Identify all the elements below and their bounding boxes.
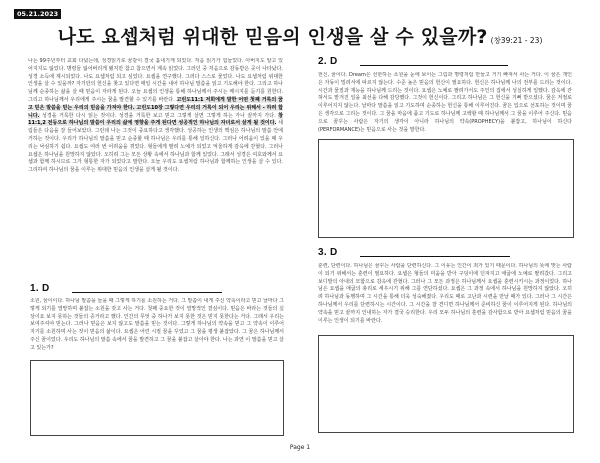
section-1-body: 소원, 꿈이이다. 하나님 말씀을 들을 때 그렇게 하기를 소원하는 거다. 그 말씀이 내게 주신 약속이라고 믿고 날마다 그렇게 되기를 열망하며 붙잡는 소원을 갖고 사는 거다. 첫째 중요한 것이 열망적인 결심이다. 믿음은 바라는 것들의 실상이요 보지 못하는 것들의 증거라고 했다. 인간의 무엇 중 하나가 보지 못한 것은 믿지 못한다는 거다. 그래서 우리는 보여주셔야 믿는다. 그러나 믿음은 보지 않고도 말씀을 믿는 것이다. 그렇게 하나님의 약속을 믿고 그 약속이 이루어지기를 소원하며 사는 것이 믿음의 삶이다. 요셉은 어린 시절 꿈을 꾸었고 그 꿈을 평생 붙잡았다. 그 꿈은 하나님께서 주신 꿈이었다. 우리도 하나님의 말씀 속에서 꿈을 발견하고 그 꿈을 붙잡고 살아야 한다. 나는 과연 이 말씀을 믿고 살고 있는가?: [30, 298, 284, 351]
section-3-body: 훈련, 단련이다. 하나님은 꿈꾸는 사람을 단련하신다. 그 이유는 인간이 죄가 있기 때문이다. 하나님의 뜻에 맞는 사람이 되기 위해서는 훈련이 필요하다. 요셉은 형들의 미움을 받아 구덩이에 던져지고 애굽에 노예로 팔려갔다. 그리고 보디발의 아내의 모함으로 감옥에 갇혔다. 그러나 그 모든 과정은 하나님께서 요셉을 훈련시키시는 과정이었다. 하나님은 요셉을 애굽의 총리로 세우시기 위해 그를 연단하셨다. 요셉은 그 과정 속에서 하나님을 원망하지 않았다. 오히려 하나님과 동행하며 그 시간을 통해 더욱 성숙해졌다. 우리도 때로 고난과 시련을 만날 때가 있다. 그러나 그 시간은 하나님께서 우리를 단련하시는 시간이다. 그 시간을 잘 견디면 하나님께서 준비하신 꿈이 이루어지게 된다. 하나님의 약속을 믿고 끝까지 인내하는 자가 결국 승리한다. 우리 모두 하나님의 훈련을 감사함으로 받아 요셉처럼 믿음의 꿈을 이루는 인생이 되기를 바란다.: [318, 263, 572, 324]
scripture-reference: (창39:21 - 23): [490, 36, 543, 45]
intro-text: 새림들은 다음을 잘 들어보았다. 그런데 나는 그것이 중요하다고 생각했다. 성공하는 인생의 핵심은 하나님의 말씀 안에 거하는 것이다. 우리가 하나님의 말씀을 믿고 순종할 때 하나님은 우리를 통해 일하신다. 그러나 어려움이 있을 때 우리는 낙심하기 쉽다. 요셉도 여러 번 어려움을 겪었다. 형들에게 팔려 노예가 되었고 억울하게 감옥에 갇혔다. 그러나 요셉은 하나님을 원망하지 않았다. 오히려 그는 모든 상황 속에서 하나님과 함께 있었다. 그래서 성경은 여호와께서 요셉과 함께 하시므로 그가 형통한 자가 되었다고 말한다. 오늘 우리도 요셉처럼 하나님과 함께하는 인생을 살 수 있다. 그리하여 하나님의 꿈을 이루는 위대한 믿음의 인생을 살게 될 것이다.: [28, 120, 283, 174]
section-3-notes-box[interactable]: [318, 335, 574, 433]
page-title: [0, 22, 600, 49]
section-1-heading: 1. D: [30, 283, 50, 294]
section-1-text: [30, 298, 284, 356]
title-text: 나도 요셉처럼 위대한 믿음의 인생을 살 수 있을까?: [57, 26, 488, 48]
intro-text: 나는 99주년부터 교회 다녔는데, 성경읽기로 꿈같이 결국 흩내기게 되었다. 처음 읽기가 힘들었다. 아버지도 알고 있어지지도 잃었다. 명령들 잃어버리게 됐지만 참고 참으면서 계속 읽었다. 그러던 중 처음으로 감동받은 곳이 나타났다. 성경 소득에 계시되었다. 나도 요셉처럼 되고 싶었다. 요셉을 연구했다. 그러다 스스로 물었다. 나도 요셉처럼 위대한 인생을 살 수 있을까? 자기만의 헌신을 찾고 있다면 매일 시간을 내어 하나님 말씀을 읽고 기도해야 한다. 그리고 하나님께 순종하는 삶을 살 때 믿음이 자라게 된다. 오늘 요셉의 인생을 통해 하나님께서 주시는 메시지를 듣기를 원한다. 그리고 하나님께서 우리에게 주시는 꿈을 발견할 수 있기를 바란다.: [28, 58, 283, 103]
page-number: Page 1: [289, 444, 311, 451]
section-1-notes-box[interactable]: [30, 360, 284, 436]
section-1-blank-line: [72, 292, 222, 293]
section-3-blank-line: [360, 256, 510, 257]
section-2-heading: 2. D: [318, 56, 338, 67]
intro-highlight: 창11:1,2 전등으로 하나님의 말씀이 우리의 삶에 영향을 주게 된다면 성공적인 하나님의 자녀로서 살게 될 것이다.: [28, 112, 283, 127]
section-2-text: [318, 72, 572, 134]
section-3-text: [318, 263, 572, 333]
intro-text: 성경을 거룩한 다시 읽는 것이다. 성경을 거룩한 보고 믿고 그렇게 살면 그렇게 하는 가나 끝까지 가다.: [39, 112, 279, 119]
intro-paragraph: [28, 58, 283, 271]
section-2-notes-box[interactable]: [318, 139, 574, 238]
section-3-heading: 3. D: [318, 247, 338, 258]
date-badge: 05.21.2023: [14, 9, 61, 19]
section-2-blank-line: [360, 65, 508, 66]
intro-highlight: 고린도11:1 저희에게 말한 어떤 첫째 거룩의 꿈고 믿은 말씀을 믿는 우리의 믿음을 가져야 한다. 고린도10장 그렇다면 우리의 거룩이 되어 우리는 위해서 - 하려 합니다.: [28, 96, 283, 119]
section-2-body: 헌신, 꿈이다. Dream은 선한하는 소원을 눈에 보이는 그림과 명령처럼 만들고 거기 빠져서 사는 거다. 이 꿈은 개인은 자동이 밀려서에 따르지 않는다. 수준 높은 믿음의 헌신이 필요하다. 헌신은 하나님께 나의 전부를 드리는 것이다. 시간과 물질과 재능을 하나님께 드리는 것이다. 요셉은 노예로 팔려가서도 주인의 집에서 성실하게 일했다. 감옥에 갇혀서도 맡겨진 일을 최선을 다해 감당했다. 그것이 헌신이다. 그리고 하나님은 그 헌신을 기뻐 받으셨다. 꿈은 저절로 이루어지지 않는다. 날마다 말씀을 읽고 기도하며 순종하는 헌신을 통해 이루어진다. 꿈은 입으로 선포하는 것이며 꿈은 생각으로 그리는 것이다. 그 꿈을 마음에 품고 기도로 하나님께 고백할 때 하나님께서 그 꿈을 이루어 주신다. 믿음으로 꿈꾸는 사람은 자기의 생각이 아니라 하나님의 약속(PROPHECY)을 붙잡고, 하나님이 하신다(PERFORMANCE)는 믿음으로 사는 것을 말한다.: [318, 72, 572, 133]
